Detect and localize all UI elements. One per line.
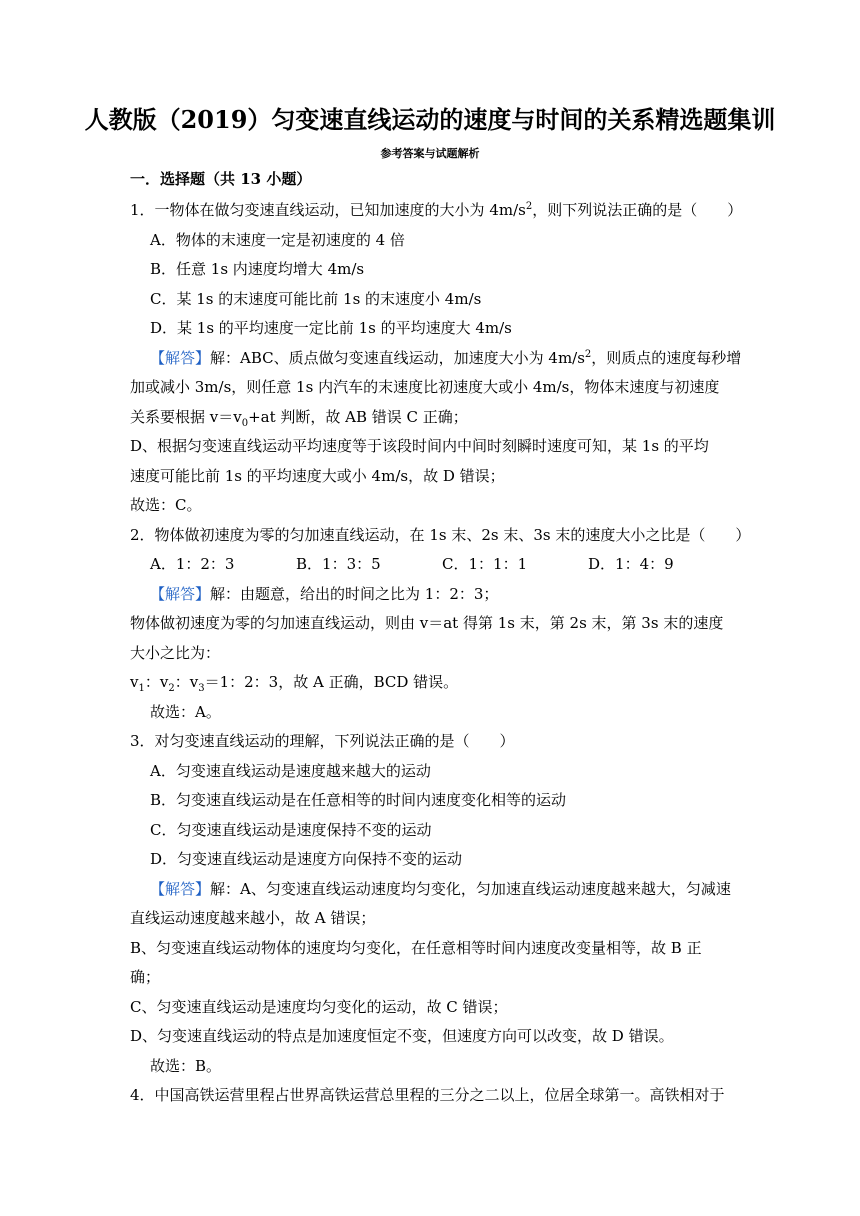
question-3-option-b: B．匀变速直线运动是在任意相等的时间内速度变化相等的运动: [150, 791, 567, 809]
question-3-answer-line: 【解答】解：A、匀变速直线运动速度均匀变化，匀加速直线运动速度越来越大，匀减速: [150, 879, 731, 898]
question-1-option-b: B．任意 1s 内速度均增大 4m/s: [150, 260, 365, 278]
question-3-answer-line: 直线运动速度越来越小，故 A 错误；: [130, 909, 376, 927]
question-2-option-b: B．1：3：5: [296, 555, 381, 573]
answer-tag: 【解答】: [150, 879, 211, 898]
question-4-stem: 4．中国高铁运营里程占世界高铁运营总里程的三分之二以上，位居全球第一。高铁相对于: [130, 1086, 725, 1104]
question-1-answer-line: D、根据匀变速直线运动平均速度等于该段时间内中间时刻瞬时速度可知，某 1s 的平均: [130, 437, 709, 455]
question-1-option-a: A．物体的末速度一定是初速度的 4 倍: [150, 230, 405, 249]
question-3-option-a: A．匀变速直线运动是速度越来越大的运动: [150, 761, 431, 780]
document-subtitle: 参考答案与试题解析: [380, 147, 480, 160]
question-1-answer-line: 加或减小 3m/s，则任意 1s 内汽车的末速度比初速度大或小 4m/s，物体末速度与初速度: [130, 378, 720, 396]
question-1-stem: 1．一物体在做匀变速直线运动，已知加速度的大小为 $4m/s^2$，则下列说法正确的是（ ）: [130, 201, 743, 219]
question-3-answer-line: C、匀变速直线运动是速度均匀变化的运动，故 C 错误；: [130, 997, 508, 1016]
question-1-answer-line: 速度可能比前 1s 的平均速度大或小 4m/s，故 D 错误；: [130, 466, 505, 485]
question-2-options: [130, 550, 734, 580]
question-list: [130, 196, 751, 1111]
question-2-option-d: D．1：4：9: [588, 555, 674, 573]
question-1-option-d: D．某 1s 的平均速度一定比前 1s 的平均速度大 4m/s: [150, 319, 512, 337]
question-2-choice: 故选：A。: [150, 702, 221, 721]
question-2-answer-line: 【解答】解：由题意，给出的时间之比为 1：2：3；: [150, 584, 499, 603]
answer-tag: 【解答】: [150, 348, 211, 367]
document-title: 人教版（2019）匀变速直线运动的速度与时间的关系精选题集训: [84, 105, 776, 134]
question-1-choice: 故选：C。: [130, 496, 202, 514]
question-2-answer-line: $v_1$：$v_2$：$v_3=1$：2：3，故 A 正确，BCD 错误。: [130, 673, 459, 694]
question-2-answer-line: 大小之比为：: [130, 643, 221, 662]
question-3-choice: 故选：B。: [150, 1056, 222, 1075]
question-3-stem: 3．对匀变速直线运动的理解，下列说法正确的是（ ）: [130, 732, 515, 750]
question-3-answer-line: 确；: [130, 968, 161, 986]
question-2-option-c: C．1：1：1: [442, 555, 528, 573]
question-1-answer-line: 关系要根据 $v=v_0+at$ 判断，故 AB 错误 C 正确；: [130, 407, 468, 429]
question-3-answer-line: D、匀变速直线运动的特点是加速度恒定不变，但速度方向可以改变，故 D 错误。: [130, 1027, 674, 1045]
question-1-answer-line: 【解答】解：ABC、质点做匀变速直线运动，加速度大小为 $4m/s^2$，则质点的速度每秒增: [150, 348, 742, 367]
question-3-option-c: C．匀变速直线运动是速度保持不变的运动: [150, 820, 432, 839]
question-2-answer-line: 物体做初速度为零的匀加速直线运动，则由 v＝at 得第 1s 末，第 2s 末，第 3s 末的速度: [130, 614, 724, 632]
question-2-option-a: A．1：2：3: [150, 555, 235, 573]
question-3-answer-line: B、匀变速直线运动物体的速度均匀变化，在任意相等时间内速度改变量相等，故 B 正: [130, 938, 702, 957]
question-1-option-c: C．某 1s 的末速度可能比前 1s 的末速度小 4m/s: [150, 289, 482, 308]
question-3-option-d: D．匀变速直线运动是速度方向保持不变的运动: [150, 850, 463, 868]
section-heading: 一．选择题（共 13 小题）: [130, 170, 312, 188]
answer-tag: 【解答】: [150, 584, 211, 603]
question-2-stem: 2．物体做初速度为零的匀加速直线运动，在 1s 末、2s 末、3s 末的速度大小之比是（ ）: [130, 525, 751, 544]
